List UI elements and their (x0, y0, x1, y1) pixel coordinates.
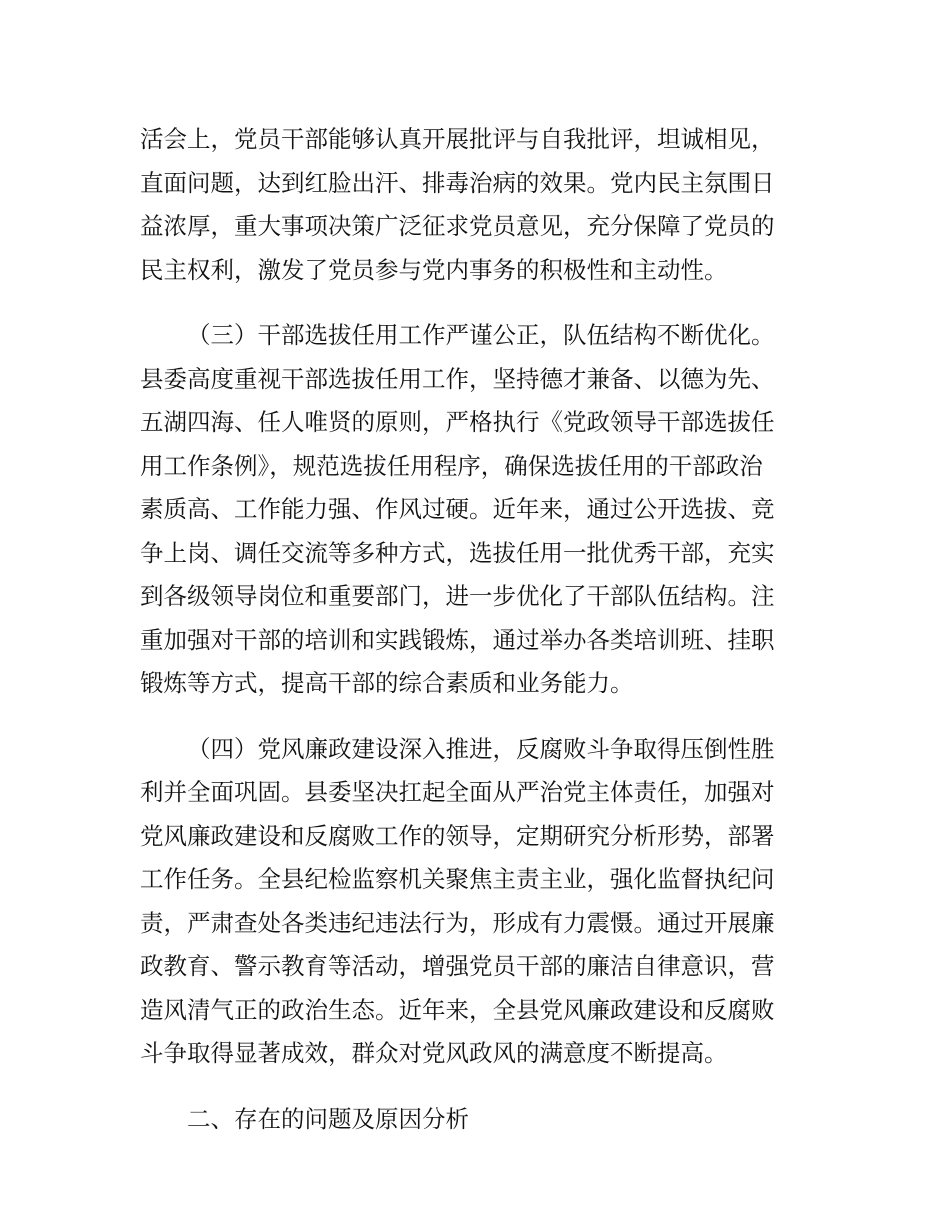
text-line: 工作任务。全县纪检监察机关聚焦主责主业，强化监督执纪问 (140, 865, 775, 893)
text-line: 重加强对干部的培训和实践锻炼，通过举办各类培训班、挂职 (140, 625, 775, 654)
text-line: 造风清气正的政治生态。近年来，全县党风廉政建设和反腐败 (140, 995, 775, 1024)
text-line: 争上岗、调任交流等多种方式，选拔任用一批优秀干部，充实 (140, 538, 775, 567)
document-body (140, 118, 812, 1141)
text-line: 民主权利，激发了党员参与党内事务的积极性和主动性。 (140, 255, 728, 284)
text-line: 政教育、警示教育等活动，增强党员干部的廉洁自律意识，营 (140, 952, 775, 980)
text-line: 县委高度重视干部选拔任用工作，坚持德才兼备、以德为先、 (140, 364, 775, 393)
paragraph-section-four (140, 728, 812, 1076)
text-line: 益浓厚，重大事项决策广泛征求党员意见，充分保障了党员的 (140, 212, 775, 240)
section-heading: 二、存在的问题及原因分析 (187, 1104, 469, 1133)
text-line: 到各级领导岗位和重要部门，进一步优化了干部队伍结构。注 (140, 582, 775, 610)
paragraph-section-three (140, 314, 812, 706)
subheading-line: （四）党风廉政建设深入推进，反腐败斗争取得压倒性胜 (187, 734, 775, 763)
paragraph-continuation (140, 118, 812, 292)
text-line: 斗争取得显著成效，群众对党风政风的满意度不断提高。 (140, 1039, 728, 1067)
text-line: 直面问题，达到红脸出汗、排毒治病的效果。党内民主氛围日 (140, 168, 775, 197)
text-line: 党风廉政建设和反腐败工作的领导，定期研究分析形势，部署 (140, 821, 775, 850)
text-line: 责，严肃查处各类违纪违法行为，形成有力震慑。通过开展廉 (140, 908, 775, 937)
subheading-line: （三）干部选拔任用工作严谨公正，队伍结构不断优化。 (187, 321, 775, 349)
text-line: 五湖四海、任人唯贤的原则，严格执行《党政领导干部选拔任 (140, 408, 775, 436)
text-line: 锻炼等方式，提高干部的综合素质和业务能力。 (140, 669, 634, 697)
text-line: 素质高、工作能力强、作风过硬。近年来，通过公开选拔、竞 (140, 495, 775, 523)
text-line: 活会上，党员干部能够认真开展批评与自我批评，坦诚相见， (140, 125, 775, 153)
text-line: 用工作条例》，规范选拔任用程序，确保选拔任用的干部政治 (140, 451, 763, 480)
text-line: 利并全面巩固。县委坚决扛起全面从严治党主体责任，加强对 (140, 778, 775, 806)
